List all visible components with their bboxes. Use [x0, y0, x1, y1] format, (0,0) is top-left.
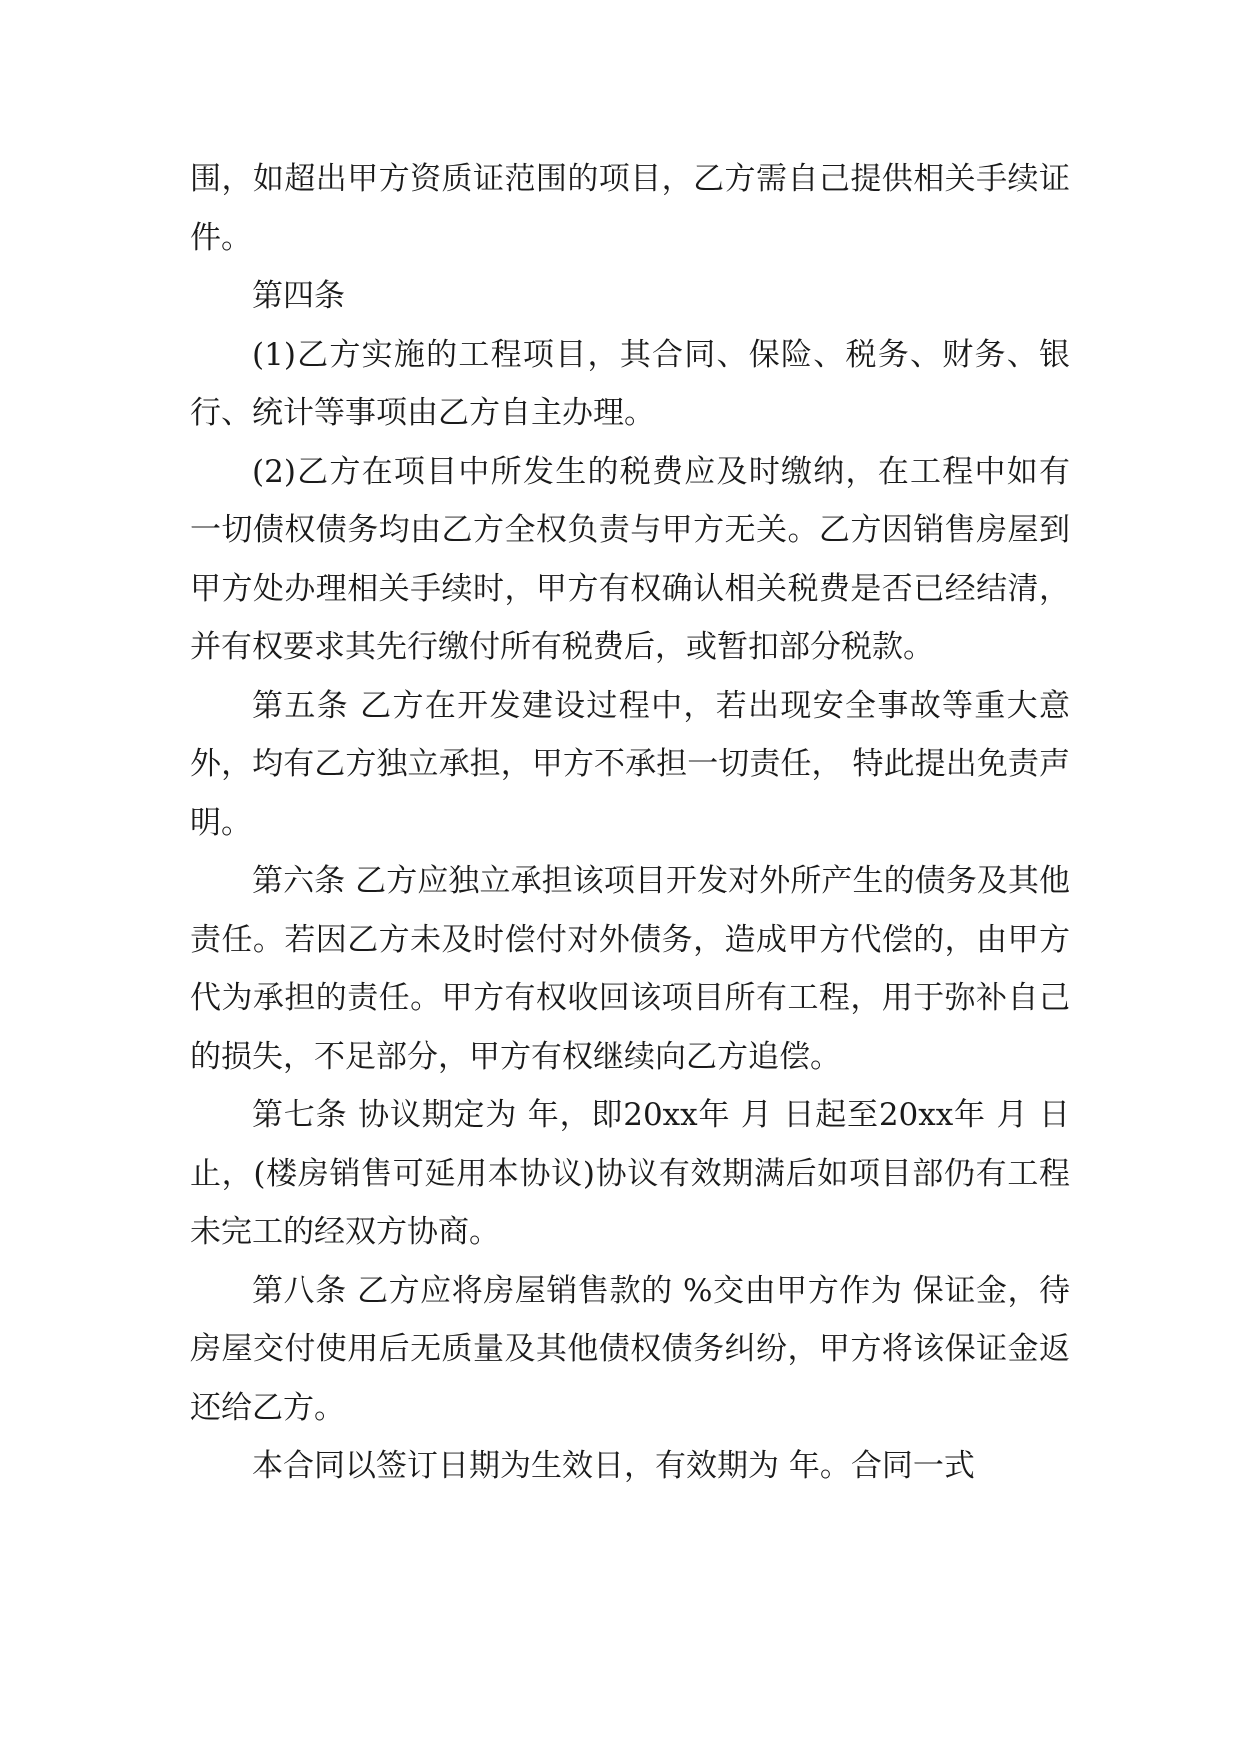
- document-body: [190, 150, 1070, 1496]
- paragraph-article-6: 第六条 乙方应独立承担该项目开发对外所产生的债务及其他责任。若因乙方未及时偿付对外债务，造成甲方代偿的，由甲方代为承担的责任。甲方有权收回该项目所有工程，用于弥补自己的损失，不足部分，甲方有权继续向乙方追偿。: [190, 863, 1070, 1075]
- paragraph-article-5: 第五条 乙方在开发建设过程中，若出现安全事故等重大意外，均有乙方独立承担，甲方不承担一切责任， 特此提出免责声明。: [190, 687, 1070, 841]
- paragraph-continuation: 围，如超出甲方资质证范围的项目，乙方需自己提供相关手续证件。: [190, 161, 1070, 256]
- paragraph-article-8: 第八条 乙方应将房屋销售款的 %交由甲方作为 保证金，待房屋交付使用后无质量及其他债权债务纠纷，甲方将该保证金返还给乙方。: [190, 1272, 1070, 1426]
- paragraph-article-4-heading: 第四条: [252, 278, 345, 314]
- paragraph-article-4-item-1: (1)乙方实施的工程项目，其合同、保险、税务、财务、银行、统计等事项由乙方自主办理。: [190, 336, 1070, 431]
- paragraph-article-4-item-2: (2)乙方在项目中所发生的税费应及时缴纳，在工程中如有一切债权债务均由乙方全权负责与甲方无关。乙方因销售房屋到甲方处办理相关手续时，甲方有权确认相关税费是否已经结清，并有权要求其先行缴付所有税费后，或暂扣部分税款。: [190, 453, 1070, 665]
- paragraph-effective-date: 本合同以签订日期为生效日，有效期为 年。合同一式: [252, 1448, 975, 1484]
- paragraph-article-7: 第七条 协议期定为 年，即20xx年 月 日起至20xx年 月 日止，(楼房销售可延用本协议)协议有效期满后如项目部仍有工程未完工的经双方协商。: [190, 1097, 1070, 1250]
